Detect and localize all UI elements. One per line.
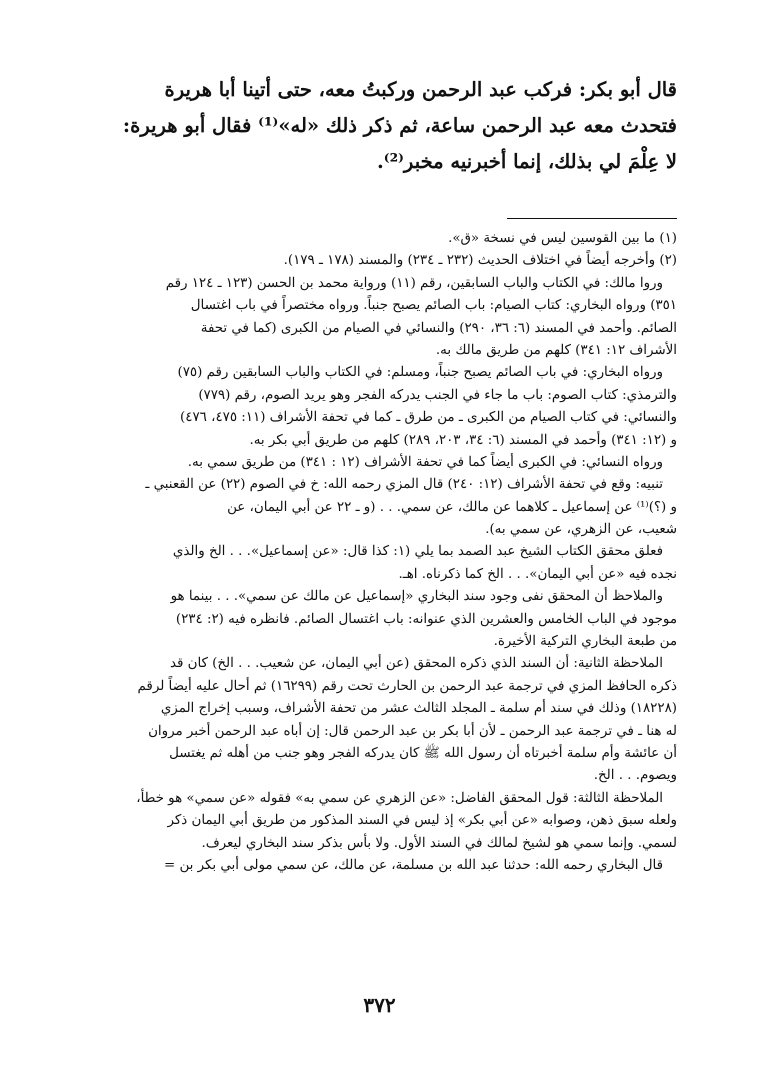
footnote-line: (٢) وأخرجه أيضاً في اختلاف الحديث (٢٣٢ ـ ٢٣٤) والمسند (١٧٨ ـ ١٧٩). [283,253,677,269]
footnote-line: والملاحظ أن المحقق نفى وجود سند البخاري «إسماعيل عن مالك عن سمي». . . بينما هو [170,589,663,605]
footnote-line: أن عائشة وأم سلمة أخبرتاه أن رسول الله ﷺ كان يدركه الفجر وهو جنب من أهله ثم يغتسل [169,745,677,761]
main-text-line: فتحدث معه عبد الرحمن ساعة، ثم ذكر ذلك «له»⁽¹⁾ فقال أبو هريرة: [122,114,677,137]
footnote-line: وروا مالك: في الكتاب والباب السابقين، رقم (١١) ورواية محمد بن الحسن (١٢٣ ـ ١٢٤ رقم [165,275,663,291]
footnote-line: ٣٥١) ورواه البخاري: كتاب الصيام: باب الصائم يصبح جنباً. ورواه مختصراً في باب اغتسال [190,298,677,314]
footnote-line: ورواه النسائي: في الكبرى أيضاً كما في تحفة الأشراف (١٢ : ٣٤١) من طريق سمي به. [187,454,663,470]
footnote-line: تنبيه: وقع في تحفة الأشراف (١٢: ٢٤٠) قال المزي رحمه الله: خ في الصوم (٢٢) عن القعنبي ـ [145,477,663,493]
footnote-line: الصائم. وأحمد في المسند (٦: ٣٦، ٢٩٠) والنسائي في الصيام من الكبرى (كما في تحفة [200,320,677,336]
footnotes-block [70,228,677,877]
footnote-line: والنسائي: في كتاب الصيام من الكبرى ـ من طرق ـ كما في تحفة الأشراف (١١: ٤٧٥، ٤٧٦) [180,410,677,426]
footnote-line: و (١٢: ٣٤١) وأحمد في المسند (٦: ٣٤، ٢٠٣، ٢٨٩) كلهم من طريق أبي بكر به. [249,432,677,448]
footnote-line: فعلق محقق الكتاب الشيخ عبد الصمد بما يلي (١: كذا قال: «عن إسماعيل». . . الخ والذي [172,544,663,560]
main-text-block [82,72,677,180]
footnote-line: شعيب، عن الزهري، عن سمي به). [485,522,677,538]
footnote-line: الملاحظة الثالثة: قول المحقق الفاضل: «عن الزهري عن سمي به» فقوله «عن سمي» هو خطأ، [136,790,663,806]
footnote-line: ورواه البخاري: في باب الصائم يصبح جنباً، ومسلم: في الكتاب والباب السابقين رقم (٧٥) [177,365,663,381]
footnote-line: ولعله سبق ذهن، وصوابه «عن أبي بكر» إذ ليس في السند المذكور من طريق أبي اليمان ذكر [167,813,677,829]
footnote-line: الأشراف ١٢: ٣٤١) كلهم من طريق مالك به. [435,342,677,358]
footnote-separator-rule [507,218,677,219]
footnote-line: موجود في الباب الخامس والعشرين الذي عنوانه: باب اغتسال الصائم. فانظره فيه (٢: ٢٣٤) [175,611,677,627]
footnote-line: نجده فيه «عن أبي اليمان». . . الخ كما ذكرناه. اهـ. [398,566,677,582]
main-text-line: قال أبو بكر: فركب عبد الرحمن وركبتُ معه، حتى أتينا أبا هريرة [164,78,677,101]
footnote-line: قال البخاري رحمه الله: حدثنا عبد الله بن مسلمة، عن مالك، عن سمي مولى أبي بكر بن = [163,857,663,873]
footnote-line: (١) ما بين القوسين ليس في نسخة «ق». [448,231,677,246]
footnote-line: الملاحظة الثانية: أن السند الذي ذكره المحقق (عن أبي اليمان، عن شعيب. . . الخ) كان قد [169,656,663,672]
footnote-line: لسمي. وإنما سمي هو لشيخ لمالك في السند الأول. ولا بأس بذكر سند البخاري ليعرف. [201,835,677,851]
footnote-line: و (؟)⁽¹⁾ عن إسماعيل ـ كلاهما عن مالك، عن سمي. . . (و ـ ٢٢ عن أبي اليمان، عن [227,499,677,515]
main-text-line: لا عِلْمَ لي بذلك، إنما أخبرنيه مخبر⁽²⁾. [376,150,677,173]
footnote-line: ويصوم. . . الخ. [593,768,677,784]
footnote-line: ذكره الحافظ المزي في ترجمة عبد الرحمن بن الحارث تحت رقم (١٦٢٩٩) ثم أحال عليه أيضاً لرقم [137,678,677,694]
footnote-line: والترمذي: كتاب الصوم: باب ما جاء في الجنب يدركه الفجر وهو يريد الصوم، رقم (٧٧٩) [198,387,677,403]
footnote-line: من طبعة البخاري التركية الأخيرة. [493,634,677,650]
footnote-line: (١٨٢٢٨) وذلك في سند أم سلمة ـ المجلد الثالث عشر من تحفة الأشراف، وسبب إخراج المزي [160,701,677,717]
footnote-line: له هنا ـ في ترجمة عبد الرحمن ـ لأن أبا بكر بن عبد الرحمن قال: إن أباه عبد الرحمن أخبر مروان [148,723,677,739]
page-number: ٣٧٢ [363,993,396,1017]
